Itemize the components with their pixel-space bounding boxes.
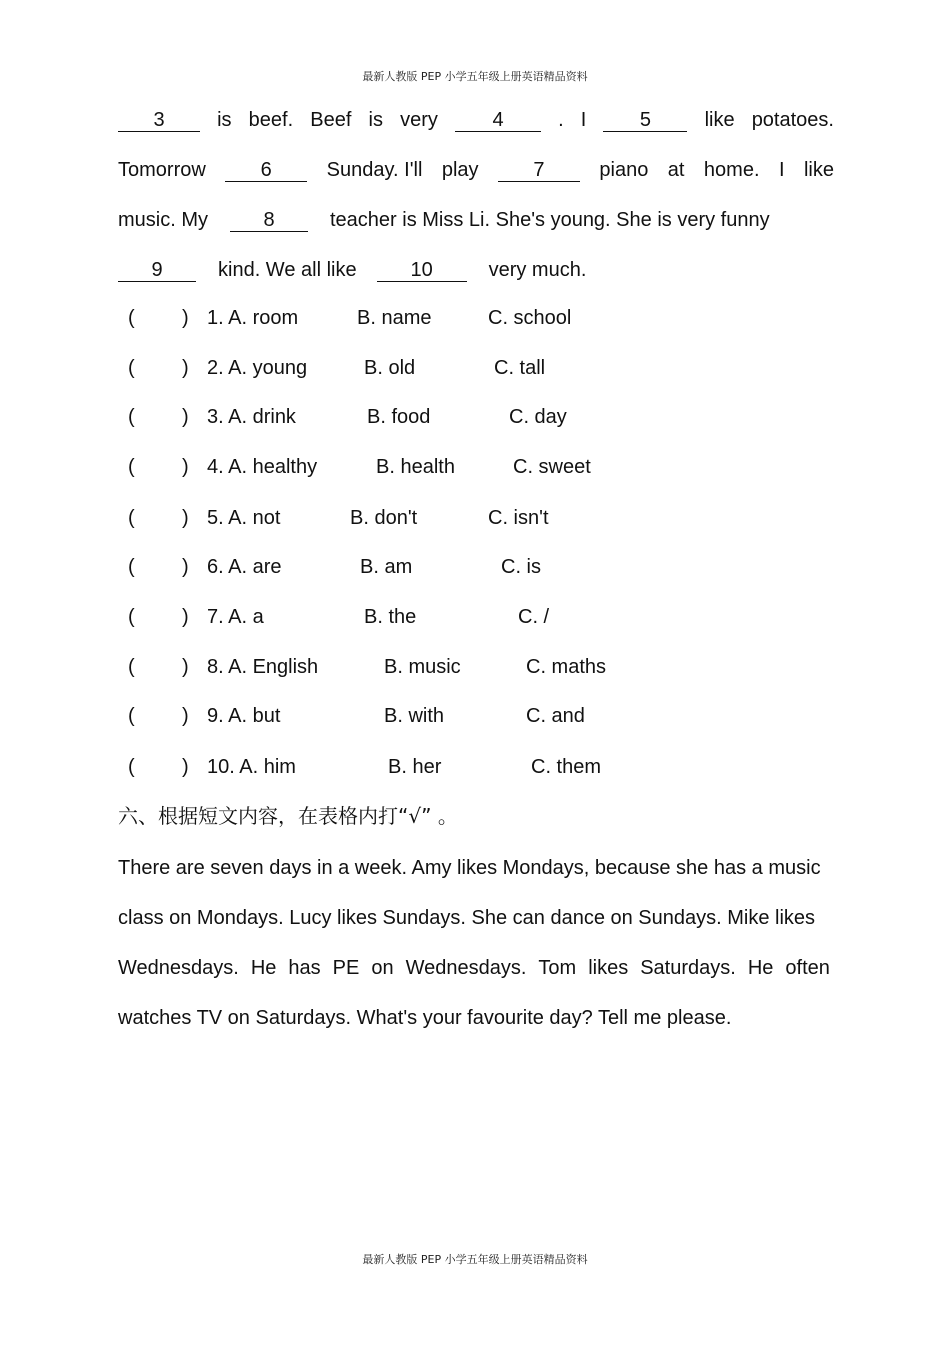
option-a: 5. A. not: [207, 507, 281, 529]
answer-paren-close: ): [182, 756, 189, 778]
blank-4: 4: [455, 109, 541, 132]
option-b: B. old: [364, 357, 416, 379]
option-c: C. is: [501, 556, 541, 578]
reading-line-3: [118, 953, 830, 983]
option-b: B. health: [376, 456, 455, 478]
answer-paren-close: ): [182, 606, 189, 628]
answer-paren-close: ): [182, 656, 189, 678]
option-a: 7. A. a: [207, 606, 264, 628]
passage-line-1: [118, 105, 834, 135]
text: very much.: [488, 259, 587, 281]
option-c: C. /: [518, 606, 550, 628]
option-b: B. am: [360, 556, 413, 578]
word: Beef: [310, 109, 352, 131]
text: music. My: [118, 209, 208, 231]
word: has: [288, 957, 321, 979]
blank-7: 7: [498, 159, 580, 182]
blank-3: 3: [118, 109, 200, 132]
word: He: [747, 957, 774, 979]
option-a: 10. A. him: [207, 756, 296, 778]
blank-9: 9: [118, 259, 196, 282]
word: Tom: [538, 957, 577, 979]
text: kind. We all like: [218, 259, 357, 281]
answer-paren-close: ): [182, 456, 189, 478]
reading-line-1: There are seven days in a week. Amy likes Mondays, because she has a music: [118, 857, 821, 879]
word: often: [785, 957, 830, 979]
answer-paren-close: ): [182, 406, 189, 428]
answer-paren-close: ): [182, 307, 189, 329]
option-c: C. tall: [494, 357, 546, 379]
answer-paren-open: (: [128, 556, 135, 578]
option-c: C. isn't: [488, 507, 549, 529]
word: Tomorrow: [118, 159, 206, 181]
page-header: 最新人教版 PEP 小学五年级上册英语精品资料: [362, 70, 588, 83]
option-c: C. maths: [526, 656, 607, 678]
word: potatoes.: [751, 109, 834, 131]
word: play: [441, 159, 479, 181]
word: Sunday. I'll: [326, 159, 423, 181]
answer-paren-close: ): [182, 705, 189, 727]
passage-line-4: [118, 255, 834, 285]
option-a: 3. A. drink: [207, 406, 296, 428]
word: home.: [703, 159, 760, 181]
word: is: [217, 109, 232, 131]
answer-paren-close: ): [182, 357, 189, 379]
word: .: [558, 109, 564, 131]
option-a: 8. A. English: [207, 656, 319, 678]
option-b: B. her: [388, 756, 442, 778]
answer-paren-open: (: [128, 357, 135, 379]
passage-line-3: [118, 205, 834, 235]
option-a: 6. A. are: [207, 556, 282, 578]
page-footer: 最新人教版 PEP 小学五年级上册英语精品资料: [362, 1253, 588, 1266]
option-a: 9. A. but: [207, 705, 281, 727]
option-b: B. music: [384, 656, 461, 678]
answer-paren-open: (: [128, 507, 135, 529]
answer-paren-open: (: [128, 705, 135, 727]
section-6-title: 六、根据短文内容，在表格内打“√” 。: [118, 804, 458, 828]
word: He: [250, 957, 277, 979]
blank-10: 10: [377, 259, 467, 282]
word: at: [667, 159, 685, 181]
answer-paren-close: ): [182, 556, 189, 578]
blank-6: 6: [225, 159, 307, 182]
word: Saturdays.: [640, 957, 736, 979]
option-a: 2. A. young: [207, 357, 308, 379]
option-b: B. the: [364, 606, 417, 628]
option-a: 4. A. healthy: [207, 456, 318, 478]
word: Wednesdays.: [405, 957, 527, 979]
reading-line-2: class on Mondays. Lucy likes Sundays. She can dance on Sundays. Mike likes: [118, 907, 816, 929]
option-a: 1. A. room: [207, 307, 299, 329]
option-b: B. with: [384, 705, 445, 727]
option-c: C. day: [509, 406, 567, 428]
answer-paren-open: (: [128, 756, 135, 778]
word: piano: [599, 159, 649, 181]
passage-line-2: [118, 155, 834, 185]
option-b: B. don't: [350, 507, 418, 529]
option-c: C. them: [531, 756, 602, 778]
word: is: [368, 109, 383, 131]
text: teacher is Miss Li. She's young. She is very funny: [330, 209, 770, 231]
blank-8: 8: [230, 209, 308, 232]
answer-paren-open: (: [128, 656, 135, 678]
word: on: [371, 957, 394, 979]
word: like: [704, 109, 735, 131]
word: Wednesdays.: [118, 957, 239, 979]
option-b: B. food: [367, 406, 431, 428]
reading-line-4: watches TV on Saturdays. What's your favourite day? Tell me please.: [118, 1007, 732, 1029]
word: I: [580, 109, 587, 131]
word: PE: [332, 957, 360, 979]
answer-paren-open: (: [128, 606, 135, 628]
word: very: [400, 109, 438, 131]
word: I: [778, 159, 785, 181]
word: likes: [588, 957, 629, 979]
answer-paren-open: (: [128, 456, 135, 478]
option-c: C. sweet: [513, 456, 591, 478]
answer-paren-open: (: [128, 307, 135, 329]
option-c: C. school: [488, 307, 572, 329]
answer-paren-open: (: [128, 406, 135, 428]
word: like: [803, 159, 834, 181]
answer-paren-close: ): [182, 507, 189, 529]
option-c: C. and: [526, 705, 585, 727]
blank-5: 5: [603, 109, 687, 132]
option-b: B. name: [357, 307, 432, 329]
word: beef.: [248, 109, 294, 131]
